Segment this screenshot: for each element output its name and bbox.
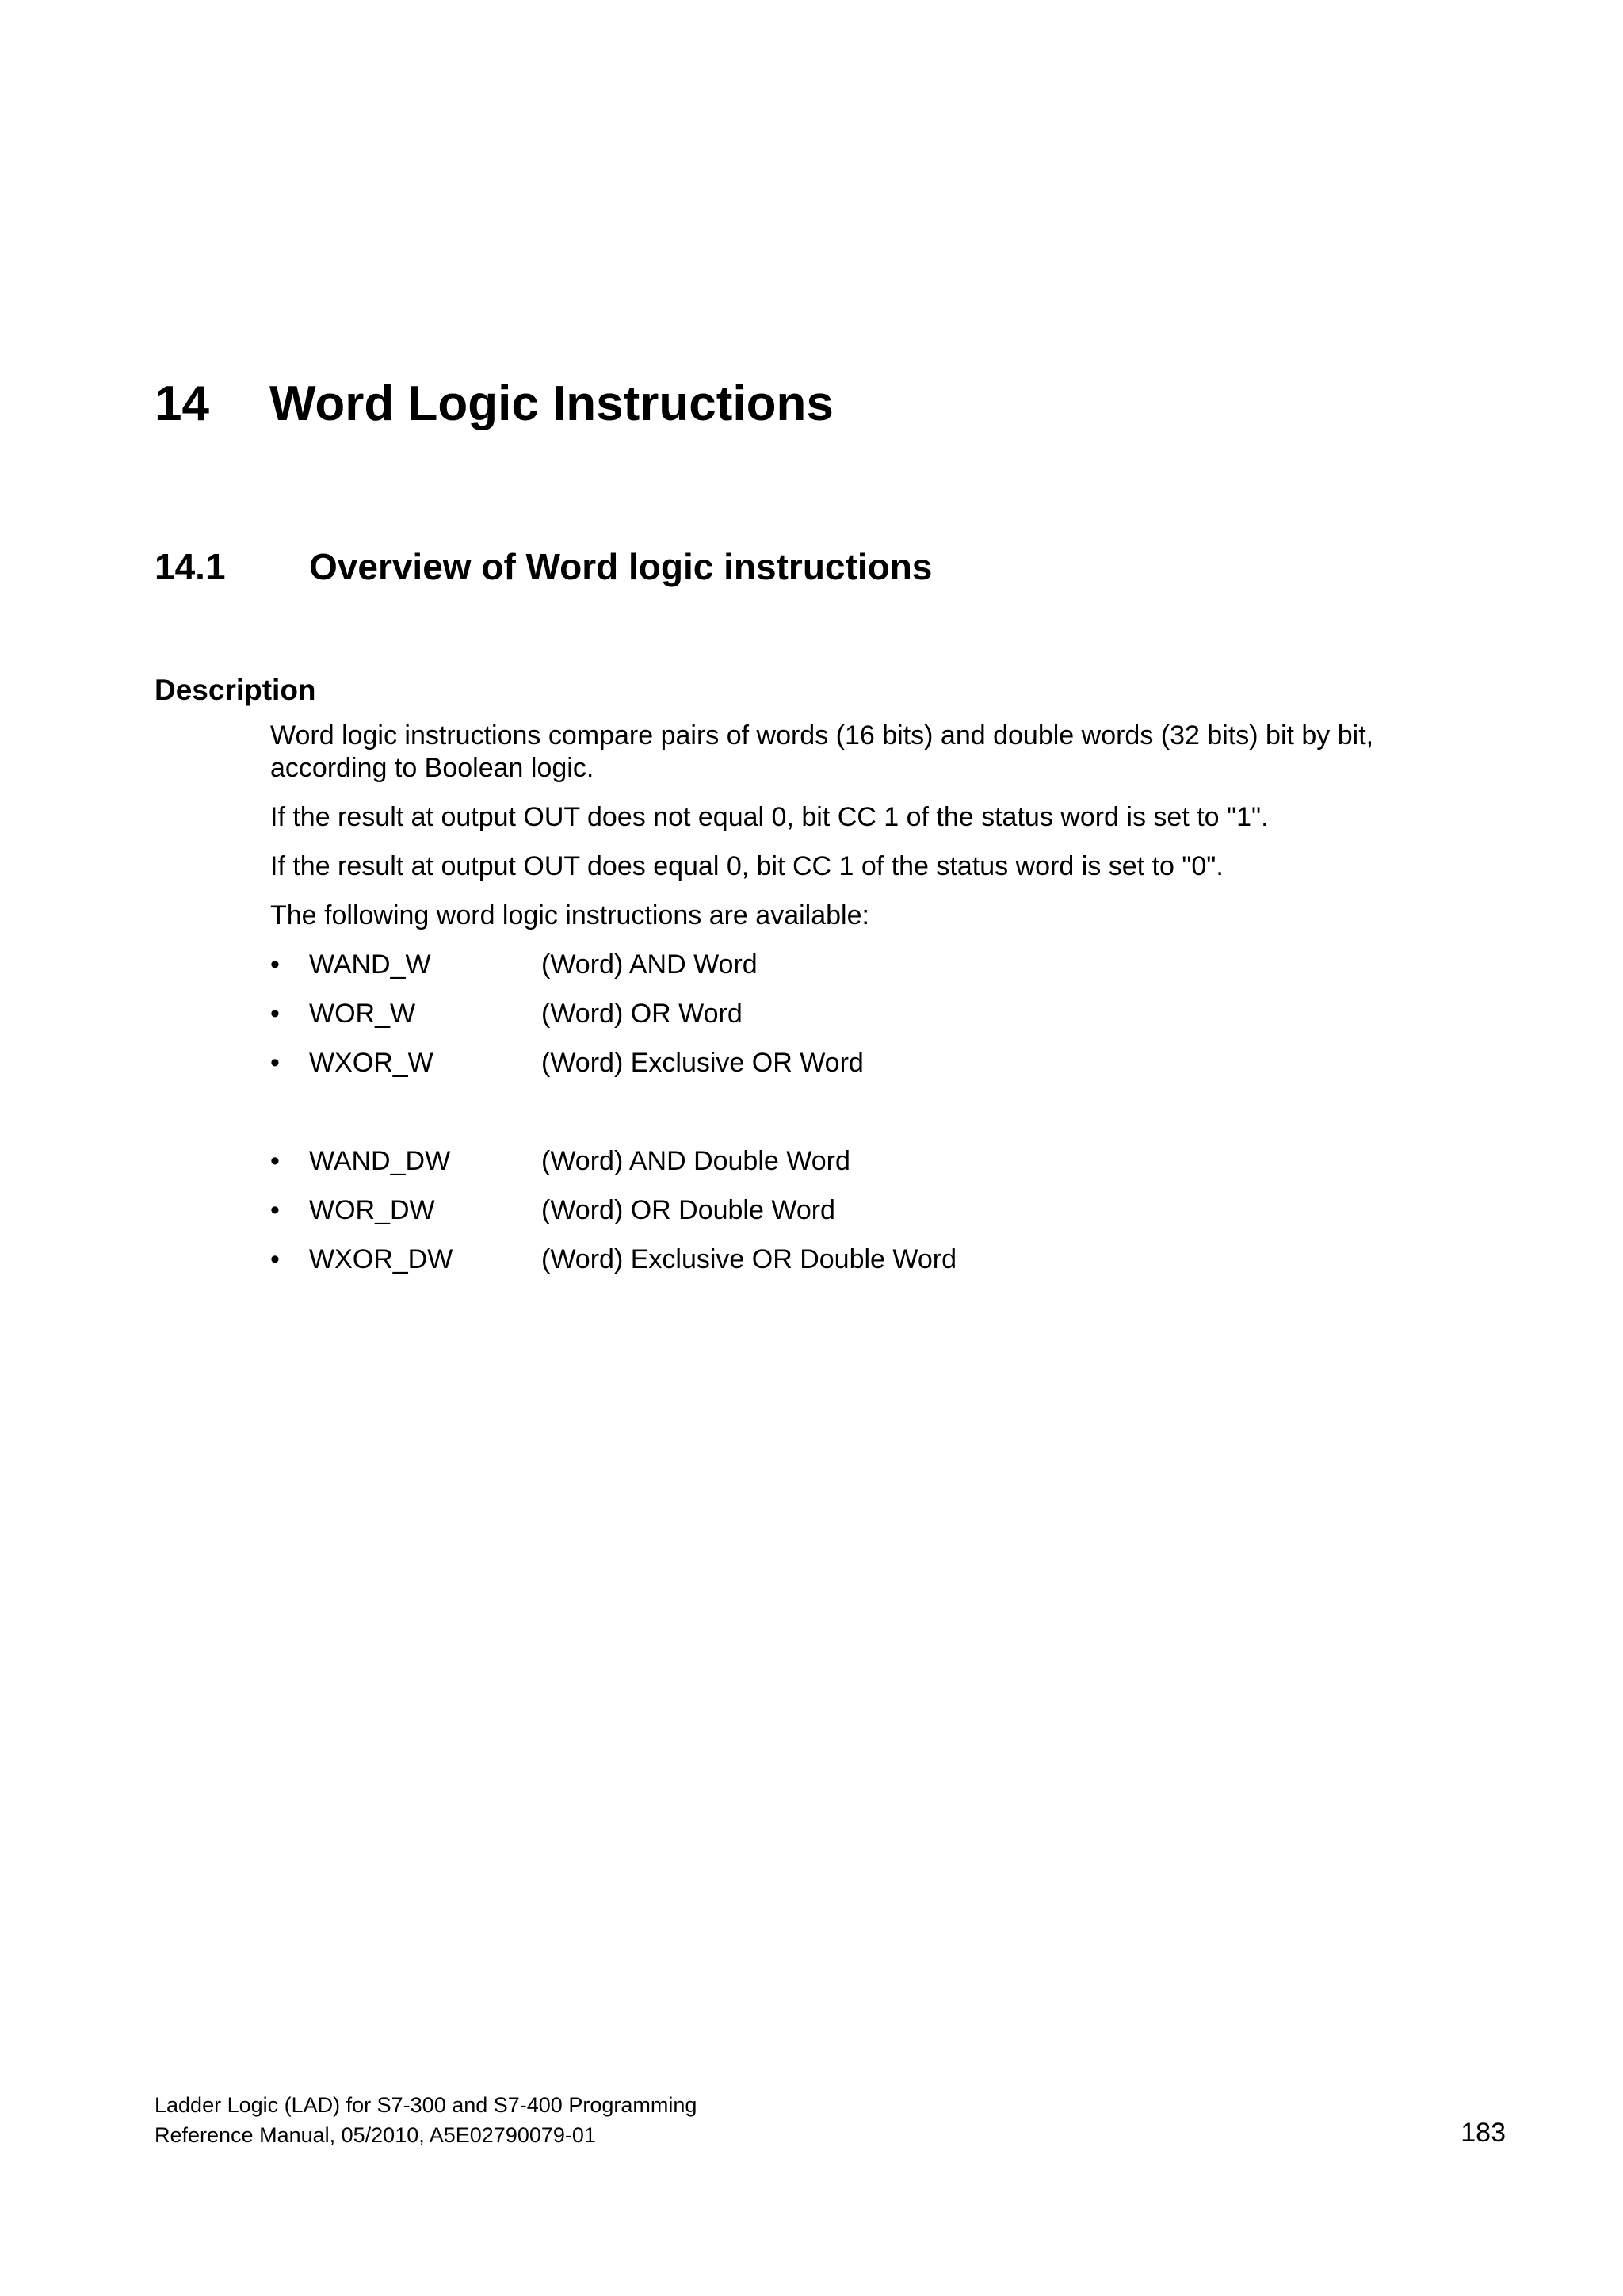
paragraph: The following word logic instructions are available: xyxy=(270,900,869,930)
description-body xyxy=(270,720,1396,1293)
instruction-description: (Word) OR Double Word xyxy=(541,1195,835,1225)
bullet-icon: • xyxy=(270,999,280,1029)
section-number: 14.1 xyxy=(155,546,226,587)
chapter-title xyxy=(155,372,834,436)
instruction-list xyxy=(270,949,1396,1276)
chapter-title-text: Word Logic Instructions xyxy=(269,376,834,431)
list-item xyxy=(270,1194,1396,1227)
chapter-number: 14 xyxy=(155,376,209,431)
instruction-code: WOR_DW xyxy=(309,1195,435,1225)
instruction-code: WXOR_DW xyxy=(309,1244,453,1274)
paragraph: Word logic instructions compare pairs of words (16 bits) and double words (32 bits) bit by bit, according to Boolean logic. xyxy=(270,720,1374,783)
list-item xyxy=(270,1244,1396,1276)
page-number: 183 xyxy=(1461,2118,1506,2148)
footer-manual-title: Ladder Logic (LAD) for S7-300 and S7-400 Programming xyxy=(155,2093,697,2117)
footer xyxy=(155,2090,697,2150)
bullet-icon: • xyxy=(270,1048,280,1078)
instruction-code: WAND_W xyxy=(309,949,431,980)
instruction-code: WAND_DW xyxy=(309,1146,451,1176)
list-item xyxy=(270,949,1396,981)
instruction-description: (Word) AND Word xyxy=(541,949,758,980)
description-heading: Description xyxy=(155,674,316,706)
bullet-icon: • xyxy=(270,949,280,980)
list-item xyxy=(270,1047,1396,1079)
list-item xyxy=(270,1145,1396,1178)
instruction-description: (Word) Exclusive OR Double Word xyxy=(541,1244,957,1274)
footer-manual-edition: Reference Manual, 05/2010, A5E02790079-01 xyxy=(155,2123,596,2147)
list-item xyxy=(270,998,1396,1030)
instruction-code: WXOR_W xyxy=(309,1048,433,1078)
paragraph: If the result at output OUT does not equal 0, bit CC 1 of the status word is set to "1". xyxy=(270,802,1269,832)
instruction-description: (Word) OR Word xyxy=(541,999,743,1029)
section-title-text: Overview of Word logic instructions xyxy=(309,546,933,587)
section-title xyxy=(155,543,932,590)
instruction-description: (Word) AND Double Word xyxy=(541,1146,850,1176)
instruction-description: (Word) Exclusive OR Word xyxy=(541,1048,864,1078)
bullet-icon: • xyxy=(270,1244,280,1274)
bullet-icon: • xyxy=(270,1146,280,1176)
instruction-code: WOR_W xyxy=(309,999,416,1029)
bullet-icon: • xyxy=(270,1195,280,1225)
paragraph: If the result at output OUT does equal 0, bit CC 1 of the status word is set to "0". xyxy=(270,851,1224,881)
